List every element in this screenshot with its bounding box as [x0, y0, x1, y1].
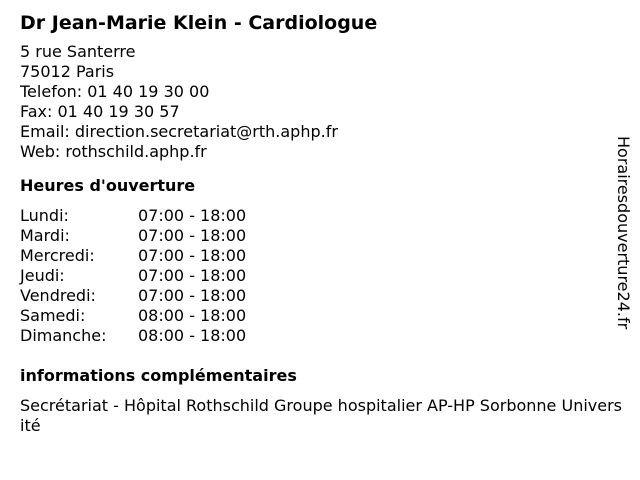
contact-block	[20, 42, 626, 162]
hours-day: Lundi:	[20, 206, 69, 225]
hours-time: 08:00 - 18:00	[138, 326, 247, 345]
hours-row-mardi	[20, 226, 626, 246]
hours-day: Jeudi:	[20, 266, 65, 285]
hours-day: Dimanche:	[20, 326, 107, 345]
site-watermark: Horairesdouverture24.fr	[614, 136, 633, 330]
info-heading: informations complémentaires	[20, 366, 297, 385]
hours-time: 08:00 - 18:00	[138, 306, 247, 325]
hours-day: Mercredi:	[20, 246, 95, 265]
phone-number: Telefon: 01 40 19 30 00	[20, 82, 210, 101]
email-address: Email: direction.secretariat@rth.aphp.fr	[20, 122, 338, 141]
hours-time: 07:00 - 18:00	[138, 226, 247, 245]
hours-day: Samedi:	[20, 306, 86, 325]
street-address: 5 rue Santerre	[20, 42, 136, 61]
business-card	[20, 10, 626, 436]
hours-row-lundi	[20, 206, 626, 226]
website: Web: rothschild.aphp.fr	[20, 142, 207, 161]
hours-day: Vendredi:	[20, 286, 96, 305]
hours-row-vendredi	[20, 286, 626, 306]
hours-time: 07:00 - 18:00	[138, 286, 247, 305]
page-title: Dr Jean-Marie Klein - Cardiologue	[20, 12, 378, 34]
city-address: 75012 Paris	[20, 62, 115, 81]
info-text: Secrétariat - Hôpital Rothschild Groupe hospitalier AP-HP Sorbonne Université	[20, 396, 622, 435]
hours-row-jeudi	[20, 266, 626, 286]
hours-time: 07:00 - 18:00	[138, 246, 247, 265]
hours-table	[20, 206, 626, 346]
hours-row-mercredi	[20, 246, 626, 266]
hours-heading: Heures d'ouverture	[20, 176, 196, 195]
hours-time: 07:00 - 18:00	[138, 206, 247, 225]
hours-day: Mardi:	[20, 226, 70, 245]
hours-time: 07:00 - 18:00	[138, 266, 247, 285]
hours-row-samedi	[20, 306, 626, 326]
hours-row-dimanche	[20, 326, 626, 346]
fax-number: Fax: 01 40 19 30 57	[20, 102, 180, 121]
